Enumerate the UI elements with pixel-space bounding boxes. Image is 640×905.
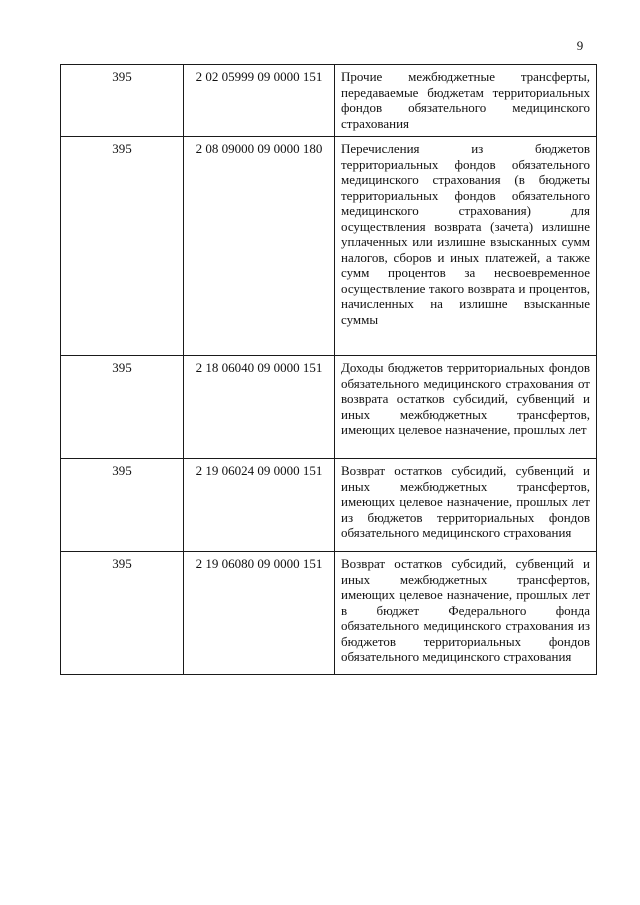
description-text: Перечисления из бюджетов территориальных фондов обязательного медицинского страхования (в бюджеты территориальных фондов обязательного медицинского страхования) для осуществления возврата (зачета) излишне уплаченных или излишне взысканных сумм налогов, сборов и иных платежей, а также сумм процентов за несвоевременное осуществление такого возврата и процентов, начисленных на излишне взысканные суммы [341, 141, 590, 327]
table-row [61, 459, 597, 552]
admin-code-cell: 395 [61, 356, 184, 459]
table-row [61, 356, 597, 459]
description-cell [335, 65, 597, 137]
description-text: Возврат остатков субсидий, субвенций и иных межбюджетных трансфертов, имеющих целевое назначение, прошлых лет из бюджетов территориальных фондов обязательного медицинского страхования [341, 463, 590, 540]
table-row [61, 137, 597, 356]
budget-code-cell: 2 19 06024 09 0000 151 [184, 459, 335, 552]
budget-code-cell: 2 19 06080 09 0000 151 [184, 552, 335, 675]
table-row [61, 65, 597, 137]
description-text: Возврат остатков субсидий, субвенций и иных межбюджетных трансфертов, имеющих целевое назначение, прошлых лет в бюджет Федерального фонда обязательного медицинского страхования из бюджетов территориальных фондов обязательного медицинского страхования [341, 556, 590, 664]
description-cell [335, 459, 597, 552]
budget-code-cell: 2 18 06040 09 0000 151 [184, 356, 335, 459]
budget-code-cell: 2 02 05999 09 0000 151 [184, 65, 335, 137]
description-text: Прочие межбюджетные трансферты, передаваемые бюджетам территориальных фондов обязательного медицинского страхования [341, 69, 590, 131]
page-number: 9 [576, 38, 584, 53]
description-cell [335, 137, 597, 356]
description-cell [335, 356, 597, 459]
admin-code-cell: 395 [61, 552, 184, 675]
description-text: Доходы бюджетов территориальных фондов обязательного медицинского страхования от возврата остатков субсидий, субвенций и иных межбюджетных трансфертов, имеющих целевое назначение, прошлых лет [341, 360, 590, 437]
budget-codes-table [60, 64, 597, 675]
description-cell [335, 552, 597, 675]
budget-code-cell: 2 08 09000 09 0000 180 [184, 137, 335, 356]
table-row [61, 552, 597, 675]
admin-code-cell: 395 [61, 459, 184, 552]
admin-code-cell: 395 [61, 137, 184, 356]
admin-code-cell: 395 [61, 65, 184, 137]
